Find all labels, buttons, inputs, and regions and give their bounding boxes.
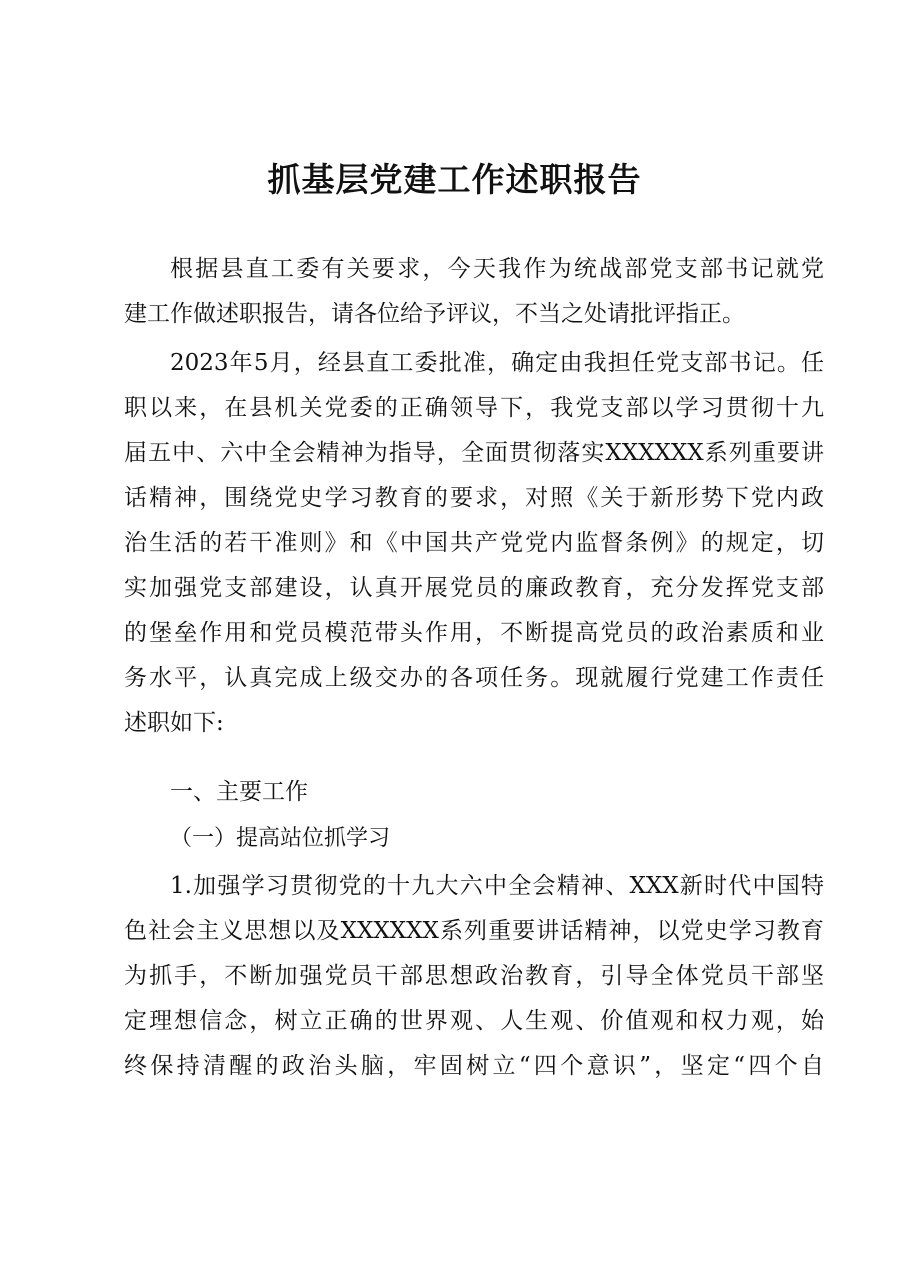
paragraph-line: 1.加强学习贯彻党的十九大六中全会精神、XXX新时代中国特 [170, 873, 824, 899]
paragraph-line: 色社会主义思想以及XXXXXX系列重要讲话精神，以党史学习教育 [124, 918, 824, 944]
paragraph-line: 2023年5月，经县直工委批准，确定由我担任党支部书记。任 [170, 350, 824, 376]
paragraph-line: 治生活的若干准则》和《中国共产党党内监督条例》的规定，切 [124, 530, 824, 556]
paragraph-line: 届五中、六中全会精神为指导，全面贯彻落实XXXXXX系列重要讲 [124, 440, 824, 466]
document-title: 抓基层党建工作述职报告 [267, 160, 642, 199]
paragraph-line: 终保持清醒的政治头脑，牢固树立“四个意识”，坚定“四个自 [124, 1053, 824, 1079]
paragraph-line: 职以来，在县机关党委的正确领导下，我党支部以学习贯彻十九 [124, 395, 824, 421]
subsection-heading: （一）提高站位抓学习 [170, 826, 391, 851]
paragraph-line: 为抓手，不断加强党员干部思想政治教育，引导全体党员干部坚 [124, 963, 824, 989]
paragraph-line: 务水平，认真完成上级交办的各项任务。现就履行党建工作责任 [124, 665, 824, 691]
paragraph-line: 定理想信念，树立正确的世界观、人生观、价值观和权力观，始 [124, 1008, 824, 1034]
paragraph-line: 建工作做述职报告，请各位给予评议，不当之处请批评指正。 [124, 301, 745, 327]
paragraph-line: 的堡垒作用和党员模范带头作用，不断提高党员的政治素质和业 [124, 620, 824, 646]
paragraph-background [124, 341, 824, 746]
paragraph-line: 实加强党支部建设，认真开展党员的廉政教育，充分发挥党支部 [124, 575, 824, 601]
paragraph-study [124, 864, 824, 1089]
section-heading: 一、主要工作 [170, 779, 308, 805]
paragraph-line: 根据县直工委有关要求，今天我作为统战部党支部书记就党 [170, 256, 824, 282]
paragraph-line: 述职如下: [124, 710, 224, 736]
paragraph-line: 话精神，围绕党史学习教育的要求，对照《关于新形势下党内政 [124, 485, 824, 511]
paragraph-intro [124, 247, 824, 337]
